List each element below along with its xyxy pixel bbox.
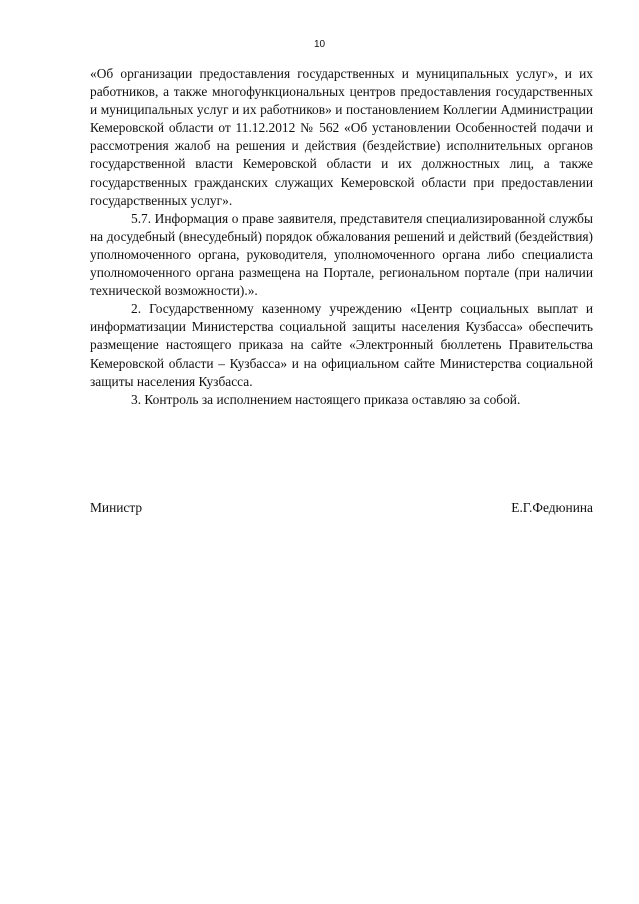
signatory-name: Е.Г.Федюнина <box>511 500 593 515</box>
signatory-position: Министр <box>90 500 143 515</box>
signature-block <box>90 499 593 517</box>
paragraph-2: 2. Государственному казенному учреждению «Центр социальных выплат и информатизации Министерства социальной защиты населения Кузбасса» обеспечить размещение настоящего приказа на сайте «Электронный бюллетень Правительства Кемеровской области – Кузбасса» и на официальном сайте Министерства социальной защиты населения Кузбасса. <box>90 301 593 389</box>
document-body <box>90 65 593 409</box>
paragraph-5-7: 5.7. Информация о праве заявителя, представителя специализированной службы на досудебный (внесудебный) порядок обжалования решений и действий (бездействия) уполномоченного органа, руководителя, уполномоченного органа либо специалиста уполномоченного органа размещена на Портале, региональном портале (при наличии технической возможности).». <box>90 210 593 299</box>
page-number: 10 <box>313 39 326 50</box>
paragraph-3: 3. Контроль за исполнением настоящего приказа оставляю за собой. <box>131 391 521 407</box>
paragraph-continuation: «Об организации предоставления государственных и муниципальных услуг», и их работников, а также многофункциональных центров предоставления государственных и муниципальных услуг и их работников» и постановлением Коллегии Администрации Кемеровской области от 11.12.2012 № 562 «Об установлении Особенностей подачи и рассмотрения жалоб на решения и действия (бездействие) исполнительных органов государственной власти Кемеровской области и их должностных лиц, а также государственных гражданских служащих Кемеровской области при предоставлении государственных услуг». <box>90 66 593 208</box>
